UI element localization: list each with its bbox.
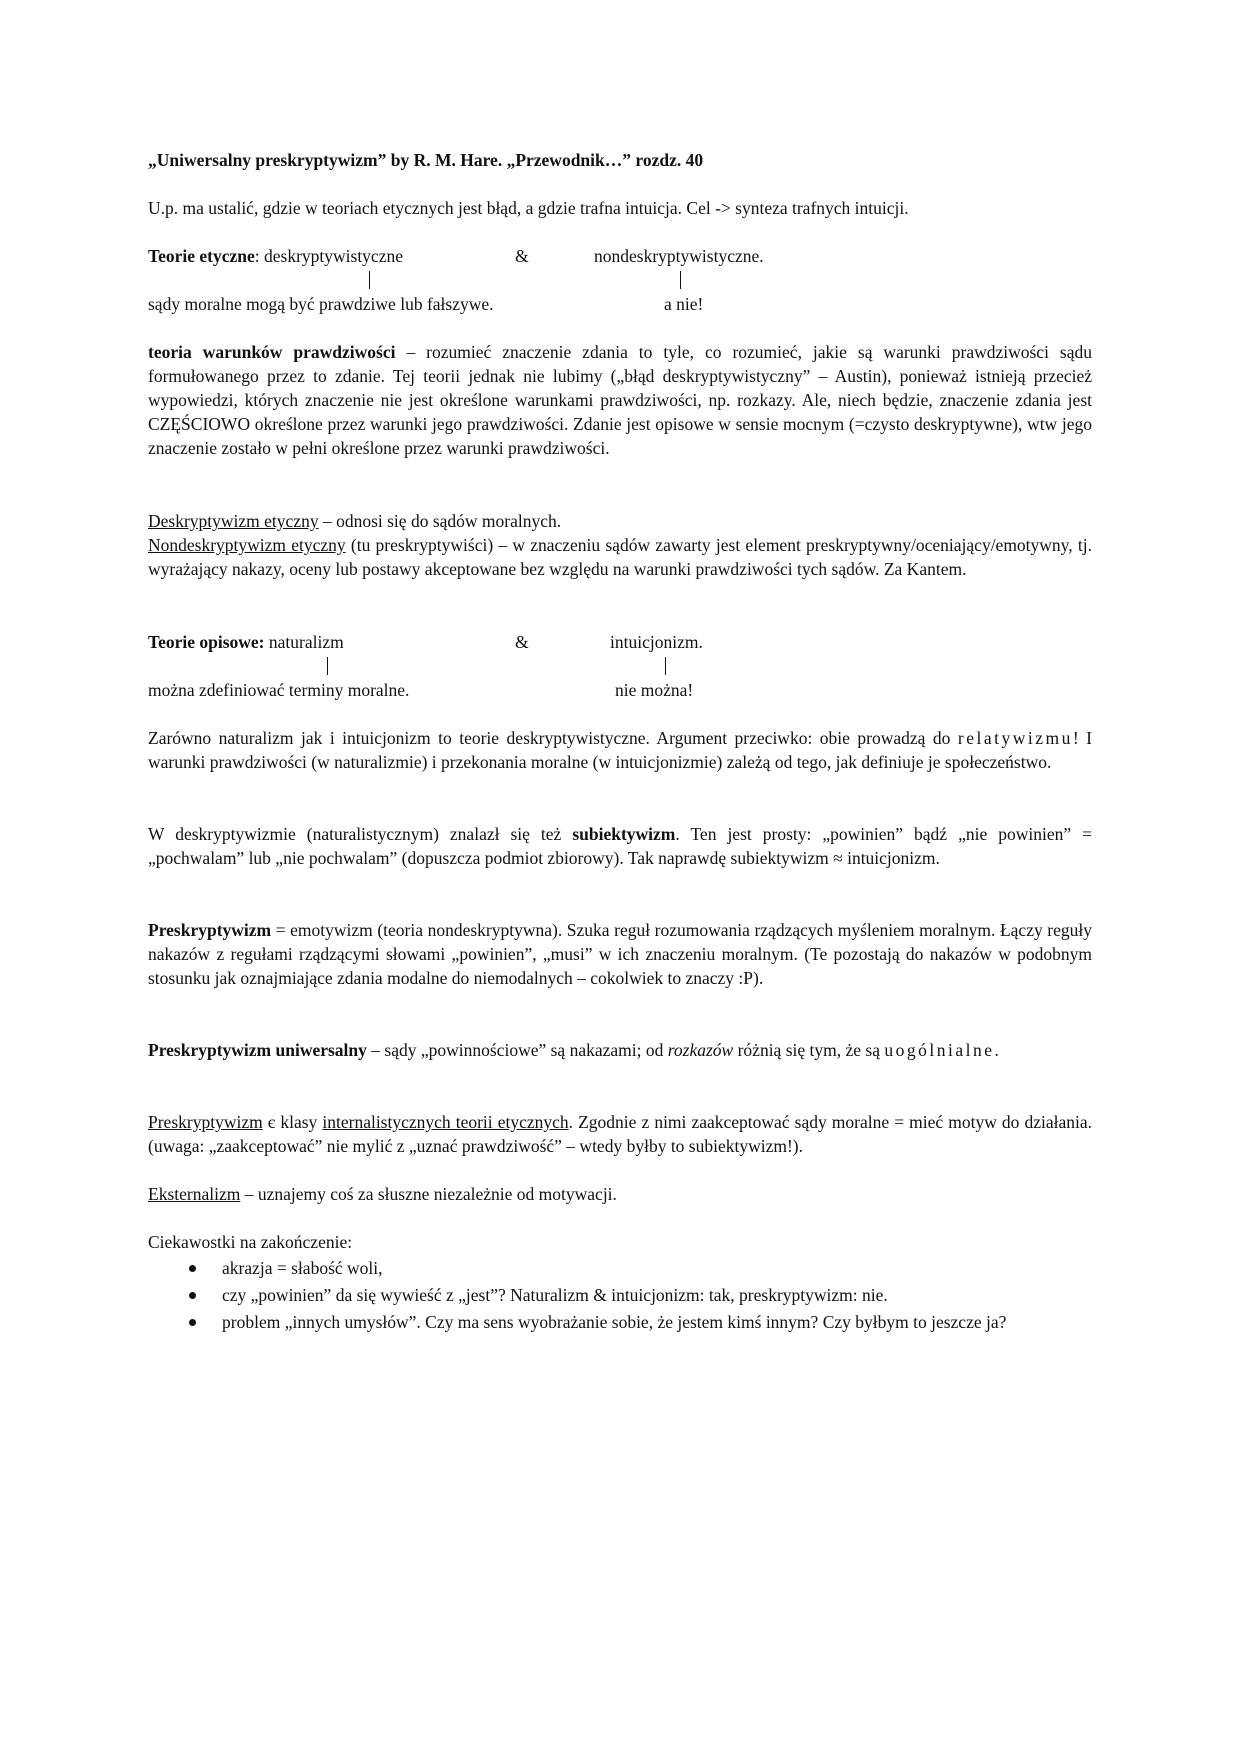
externalism-paragraph — [148, 1182, 1092, 1206]
universal-paragraph — [148, 1038, 1092, 1062]
ethics-right: nondeskryptywistyczne. — [594, 246, 764, 266]
subjectivism-before: W deskryptywizmie (naturalistycznym) znalazł się też — [148, 824, 573, 844]
relativism-spaced: relatywizmu — [957, 728, 1073, 748]
descriptive-left-under: można zdefiniować terminy moralne. — [148, 680, 410, 700]
subjectivism-term: subiektywizm — [572, 824, 676, 844]
universal-before: – sądy „powinnościowe” są nakazami; od — [366, 1040, 668, 1060]
nondescriptivism-term: Nondeskryptywizm etyczny — [148, 535, 346, 555]
bullet-icon — [189, 1292, 196, 1299]
truth-theory-text: – rozumieć znaczenie zdania to tyle, co rozumieć, jakie są warunki prawdziwości sądu formułowanego przez to zdanie. Tej teorii jednak nie lubimy („błąd deskryptywistyczny” – Austin), ponieważ istnieją przecież wypowiedzi, których znaczenie nie jest określone warunkami prawdziwości, np. rozkazy. Ale, niech będzie, znaczenie zdania jest CZĘŚCIOWO określone przez warunki jego prawdziwości. Zdanie jest opisowe w sensie mocnym (=czysto deskryptywne), wtw jego znaczenie zostało w pełni określone przez warunki prawdziwości. — [148, 342, 1092, 458]
prescriptivism-text: = emotywizm (teoria nondeskryptywna). Szuka reguł rozumowania rządzących myśleniem moralnym. Łączy reguły nakazów z regułami rządzącymi słowami „powinien”, „musi” w ich znaczeniu moralnym. (Te pozostają do nakazów w podobnym stosunku jak oznajmiające zdania modalne do niemodalnych – cokolwiek to znaczy :P). — [148, 920, 1092, 988]
descriptive-right: intuicjonizm. — [610, 632, 703, 652]
relativism-paragraph — [148, 726, 1092, 774]
nondescriptivism-paragraph — [148, 533, 1092, 581]
descriptivism-paragraph — [148, 509, 1092, 533]
document-title: „Uniwersalny preskryptywizm” by R. M. Hare. „Przewodnik…” rozdz. 40 — [148, 150, 704, 170]
universal-middle: różnią się tym, że są — [733, 1040, 885, 1060]
descriptive-right-under: nie można! — [615, 680, 694, 700]
ethics-left-under: sądy moralne mogą być prawdziwe lub fałszywe. — [148, 294, 494, 314]
truth-theory-paragraph — [148, 340, 1092, 460]
bullet-icon — [189, 1319, 196, 1326]
descriptive-left: naturalizm — [264, 632, 344, 652]
nondescriptivism-text: (tu preskryptywiści) – w znaczeniu sądów zawarty jest element preskryptywny/oceniający/emotywny, tj. wyrażający nakazy, oceny lub postawy akceptowane bez względu na warunki prawdziwości tych sądów. Za Kantem. — [148, 535, 1092, 579]
descriptive-label: Teorie opisowe: — [148, 632, 265, 652]
prescriptivism-paragraph — [148, 918, 1092, 990]
ethics-left: : deskryptywistyczne — [254, 246, 403, 266]
relativism-after: ! I warunki prawdziwości (w naturalizmie) i przekonania moralne (w intuicjonizmie) zależą od tego, jak definiuje je społeczeństwo. — [148, 728, 1093, 772]
universal-italic: rozkazów — [667, 1040, 734, 1060]
subjectivism-after: . Ten jest prosty: „powinien” bądź „nie powinien” = „pochwalam” lub „nie pochwalam” (dopuszcza podmiot zbiorowy). Tak naprawdę subiektywizm ≈ intuicjonizm. — [148, 824, 1093, 868]
externalism-term: Eksternalizm — [148, 1184, 241, 1204]
descriptive-right-connector — [665, 657, 666, 675]
descriptive-left-connector — [327, 657, 328, 675]
curiosity-item: problem „innych umysłów”. Czy ma sens wyobrażanie sobie, że jestem kimś innym? Czy byłbym to jeszcze ja? — [222, 1312, 1007, 1332]
descriptivism-term: Deskryptywizm etyczny — [148, 511, 319, 531]
ethics-label: Teorie etyczne — [148, 246, 255, 266]
internalism-term2: internalistycznych teorii etycznych — [322, 1112, 569, 1132]
relativism-before: Zarówno naturalizm jak i intuicjonizm to teorie deskryptywistyczne. Argument przeciwko: obie prowadzą do — [148, 728, 958, 748]
universal-spaced: uogólnialne — [884, 1040, 995, 1060]
internalism-paragraph — [148, 1110, 1092, 1158]
curiosity-item: akrazja = słabość woli, — [222, 1258, 383, 1278]
ethics-left-connector — [369, 271, 370, 289]
descriptivism-text: – odnosi się do sądów moralnych. — [318, 511, 562, 531]
descriptive-amp: & — [515, 632, 529, 652]
ethics-amp: & — [515, 246, 529, 266]
ethics-right-under: a nie! — [664, 294, 704, 314]
bullet-icon — [189, 1265, 196, 1272]
externalism-text: – uznajemy coś za słuszne niezależnie od motywacji. — [240, 1184, 617, 1204]
ethics-right-connector — [680, 271, 681, 289]
intro-paragraph: U.p. ma ustalić, gdzie w teoriach etycznych jest błąd, a gdzie trafna intuicja. Cel -> synteza trafnych intuicji. — [148, 198, 909, 218]
curiosity-item: czy „powinien” da się wywieść z „jest”? Naturalizm & intuicjonizm: tak, preskryptywizm: nie. — [222, 1285, 888, 1305]
universal-term: Preskryptywizm uniwersalny — [148, 1040, 367, 1060]
universal-after: . — [994, 1040, 999, 1060]
descriptive-row — [148, 630, 344, 654]
internalism-text: . Zgodnie z nimi zaakceptować sądy moralne = mieć motyw do działania. (uwaga: „zaakceptować” nie mylić z „uznać prawdziwość” – wtedy byłby to subiektywizm!). — [148, 1112, 1092, 1156]
prescriptivism-term: Preskryptywizm — [148, 920, 272, 940]
ethics-row — [148, 244, 403, 268]
truth-theory-term: teoria warunków prawdziwości — [148, 342, 396, 362]
internalism-term: Preskryptywizm — [148, 1112, 263, 1132]
internalism-middle: є klasy — [262, 1112, 323, 1132]
curiosities-heading: Ciekawostki na zakończenie: — [148, 1232, 353, 1252]
subjectivism-paragraph — [148, 822, 1092, 870]
